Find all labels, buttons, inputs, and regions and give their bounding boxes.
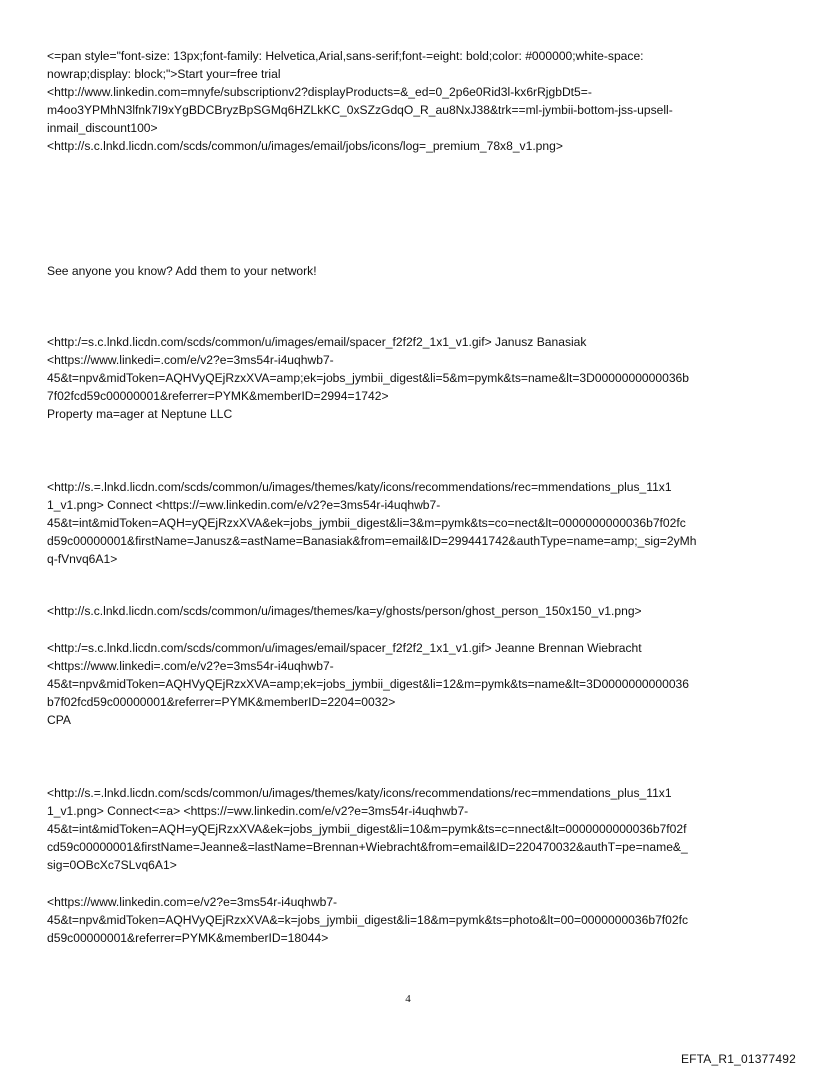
member-2-link-line-2[interactable]: 45&t=npv&midToken=AQHVyQEjRzxXVA=amp;ek=jobs_jymbii_digest&li=12&m=pymk&ts=name&lt=3D0000000000036 bbox=[47, 677, 690, 691]
member-3-photo-link-line-1[interactable]: <https://www.linkedin.com=e/v2?e=3ms54r-i4uqhwb7- bbox=[47, 895, 338, 909]
connect-1-link-line-1[interactable]: 45&t=int&midToken=AQH=yQEjRzxXVA&ek=jobs_jymbii_digest&li=3&m=pymk&ts=co=nect&lt=0000000000036b7f02fc bbox=[47, 516, 686, 530]
member-3-photo-link-line-2[interactable]: 45&t=npv&midToken=AQHVyQEjRzxXVA&=k=jobs_jymbii_digest&li=18&m=pymk&ts=photo&lt=00=0000000036b7f02fc bbox=[47, 913, 689, 927]
member-2-name-line[interactable]: <http:/=s.c.lnkd.licdn.com/scds/common/u/images/email/spacer_f2f2f2_1x1_v1.gif> Jeanne Brennan Wiebracht bbox=[47, 641, 642, 655]
connect-1-link-line-3[interactable]: q-fVnvq6A1> bbox=[47, 552, 118, 566]
connect-2-link-line-3[interactable]: sig=0OBcXc7SLvq6A1> bbox=[47, 858, 177, 872]
document-id: EFTA_R1_01377492 bbox=[680, 1052, 796, 1066]
member-1-link-line-2[interactable]: 45&t=npv&midToken=AQHVyQEjRzxXVA=amp;ek=jobs_jymbii_digest&li=5&m=pymk&ts=name&lt=3D0000000000036b bbox=[47, 371, 690, 385]
connect-2-link-line-1[interactable]: 45&t=int&midToken=AQH=yQEjRzxXVA&ek=jobs_jymbii_digest&li=10&m=pymk&ts=c=nnect&lt=0000000000036b7f02f bbox=[47, 822, 687, 836]
connect-1-icon-url[interactable]: <http://s.=.lnkd.licdn.com/scds/common/u/images/themes/katy/icons/recommendations/rec=mmendations_plus_11x1 bbox=[47, 480, 672, 494]
connect-1-link-line-2[interactable]: d59c00000001&firstName=Janusz&=astName=Banasiak&from=email&ID=299441742&authType=name=amp;_sig=2yMh bbox=[47, 534, 697, 548]
member-1-title: Property ma=ager at Neptune LLC bbox=[47, 407, 233, 421]
member-1-name-line[interactable]: <http:/=s.c.lnkd.licdn.com/scds/common/u/images/email/spacer_f2f2f2_1x1_v1.gif> Janusz Banasiak bbox=[47, 335, 587, 349]
upsell-link-line-3[interactable]: inmail_discount100> bbox=[47, 121, 158, 135]
member-1-link-line-3[interactable]: 7f02fcd59c00000001&referrer=PYMK&memberID=2994=1742> bbox=[47, 389, 389, 403]
connect-2-button-line[interactable]: 1_v1.png> Connect<=a> <https://=ww.linkedin.com/e/v2?e=3ms54r-i4uqhwb7- bbox=[47, 804, 469, 818]
upsell-link-line-2[interactable]: m4oo3YPMhN3lfnk7I9xYgBDCBryzBpSGMq6HZLkKC_0xSZzGdqO_R_au8NxJ38&trk==ml-jymbii-bottom-jss-upsell- bbox=[47, 103, 673, 117]
network-prompt-heading: See anyone you know? Add them to your network! bbox=[47, 264, 317, 278]
upsell-link-line-1[interactable]: <http://www.linkedin.com=mnyfe/subscriptionv2?displayProducts=&_ed=0_2p6e0Rid3l-kx6rRjgbDt5=- bbox=[47, 85, 592, 99]
member-3-photo-link-line-3[interactable]: d59c00000001&referrer=PYMK&memberID=18044> bbox=[47, 931, 329, 945]
ghost-person-image-url[interactable]: <http://s.c.lnkd.licdn.com/scds/common/u/images/themes/ka=y/ghosts/person/ghost_person_150x150_v1.png> bbox=[47, 604, 642, 618]
connect-2-link-line-2[interactable]: cd59c00000001&firstName=Jeanne&=lastName=Brennan+Wiebracht&from=email&ID=220470032&authT=pe=name&_ bbox=[47, 840, 688, 854]
member-1-link-line-1[interactable]: <https://www.linkedi=.com/e/v2?e=3ms54r-i4uqhwb7- bbox=[47, 353, 334, 367]
connect-1-button-line[interactable]: 1_v1.png> Connect <https://=ww.linkedin.com/e/v2?e=3ms54r-i4uqhwb7- bbox=[47, 498, 441, 512]
member-2-title: CPA bbox=[47, 713, 71, 727]
member-2-link-line-3[interactable]: b7f02fcd59c00000001&referrer=PYMK&memberID=2204=0032> bbox=[47, 695, 396, 709]
upsell-html-line-2: nowrap;display: block;">Start your=free trial bbox=[47, 67, 281, 81]
connect-2-icon-url[interactable]: <http://s.=.lnkd.licdn.com/scds/common/u/images/themes/katy/icons/recommendations/rec=mmendations_plus_11x1 bbox=[47, 786, 672, 800]
premium-logo-url[interactable]: <http://s.c.lnkd.licdn.com/scds/common/u/images/email/jobs/icons/log=_premium_78x8_v1.png> bbox=[47, 139, 563, 153]
upsell-html-line-1: <=pan style="font-size: 13px;font-family: Helvetica,Arial,sans-serif;font-=eight: bold;color: #000000;white-space: bbox=[47, 49, 644, 63]
member-2-link-line-1[interactable]: <https://www.linkedi=.com/e/v2?e=3ms54r-i4uqhwb7- bbox=[47, 659, 334, 673]
page-number: 4 bbox=[405, 993, 411, 1005]
